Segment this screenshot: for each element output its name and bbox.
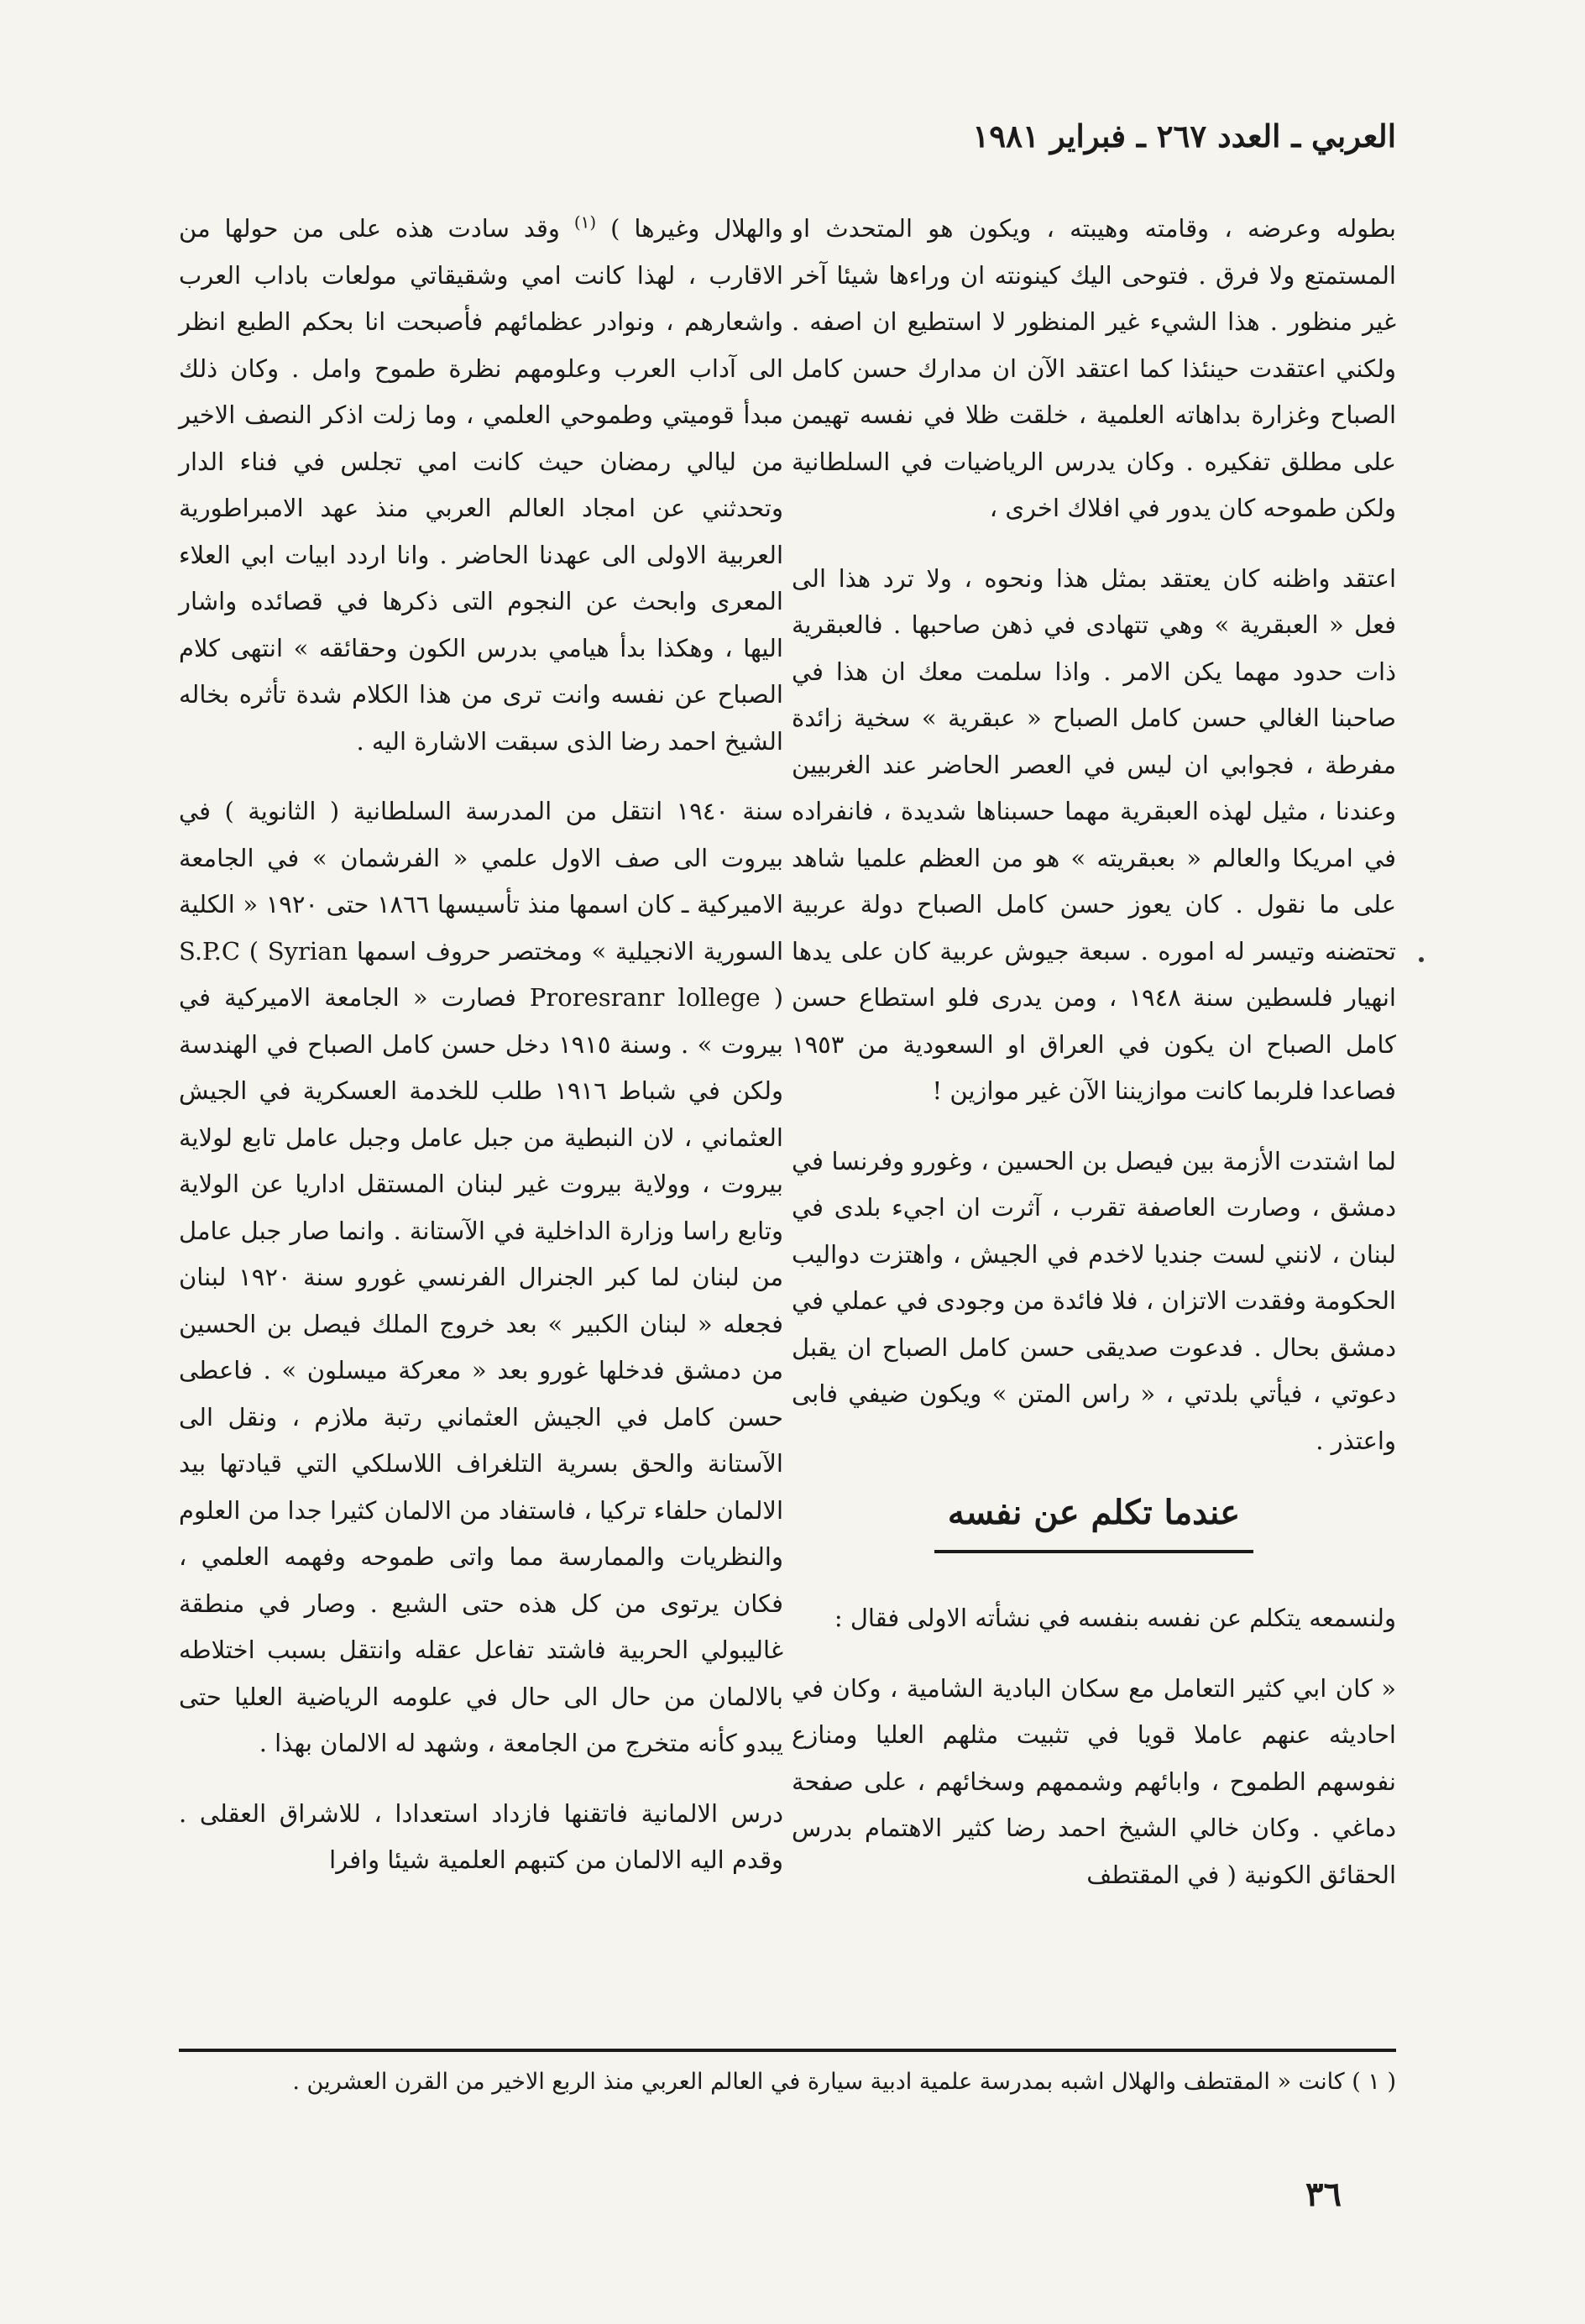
footnote-reference: (١) [573,212,597,233]
footnote: ( ١ ) كانت « المقتطف والهلال اشبه بمدرسة علمية ادبية سيارة في العالم العربي منذ الربع الاخير من القرن العشرين . [292,2069,1396,2095]
section-subheading: عندما تكلم عن نفسه [947,1493,1241,1532]
paragraph-lead: والهلال وغيرها ) [610,214,783,243]
column-left [179,206,783,1908]
paragraph: « كان ابي كثير التعامل مع سكان البادية الشامية ، وكان في احاديثه عنهم عاملا قويا في تثبيت مثلهم العليا ومنازع نفوسهم الطموح ، وابائهم وشممهم وسخائهم ، على صفحة دماغي . وكان خالي الشيخ احمد رضا كثير الاهتمام بدرس الحقائق الكونية ( في المقتطف [792,1673,1396,1889]
paragraph: ولنسمعه يتكلم عن نفسه بنفسه في نشأته الاولى فقال : [834,1604,1396,1632]
scan-speck [1419,957,1424,962]
paragraph-body: وقد سادت هذه على من حولها من الاقارب ، لهذا كانت امي وشقيقاتي مولعات باداب العرب واشعارهم ، ونوادر عظمائهم فأصبحت انا بحكم الطبع انظر الى آداب العرب وعلومهم نظرة طموح وامل . وكان ذلك مبدأ قوميتي وطموحي العلمي ، وما زلت اذكر النصف الاخير من ليالي رمضان حيث كانت امي تجلس في فناء الدار وتحدثني عن امجاد العالم العربي منذ عهد الامبراطورية العربية الاولى الى عهدنا الحاضر . وانا اردد ابيات ابي العلاء المعرى وابحث عن النجوم التى ذكرها في قصائده واشار اليها ، وهكذا بدأ هيامي بدرس الكون وحقائقه » انتهى كلام الصباح عن نفسه وانت ترى من هذا الكلام شدة تأثره بخاله الشيخ احمد رضا الذى سبقت الاشارة اليه . [179,214,783,756]
footnote-rule [179,2049,1396,2052]
paragraph: لما اشتدت الأزمة بين فيصل بن الحسين ، وغورو وفرنسا في دمشق ، وصارت العاصفة تقرب ، آثرت ان اجيء بلدى في لبنان ، لانني لست جنديا لاخدم في الجيش ، واهتزت دواليب الحكومة وفقدت الاتزان ، فلا فائدة من وجودى في عملي في دمشق بحال . فدعوت صديقى حسن كامل الصباح ان يقبل دعوتي ، فيأتي بلدتي ، « راس المتن » ويكون ضيفي فابى واعتذر . [792,1146,1396,1455]
paragraph [179,206,783,765]
subheading-rule [934,1550,1253,1553]
running-header: العربي ـ العدد ٢٦٧ ـ فبراير ١٩٨١ [972,118,1396,154]
paragraph: بطوله وعرضه ، وقامته وهيبته ، ويكون هو المتحدث او المستمتع ولا فرق . فتوحى اليك كينونته ان وراءها شيئا آخر غير منظور . هذا الشيء غير المنظور لا استطيع ان اصفه . ولكني اعتقدت حينئذا كما اعتقد الآن ان مدارك حسن كامل الصباح وغزارة بداهاته العلمية ، خلقت ظلا في نفسه تهيمن على مطلق تفكيره . وكان يدرس الرياضيات في السلطانية ولكن طموحه كان يدور في افلاك اخرى ، [792,214,1396,522]
paragraph: سنة ١٩٤٠ انتقل من المدرسة السلطانية ( الثانوية ) في بيروت الى صف الاول علمي « الفرشمان » في الجامعة الاميركية ـ كان اسمها منذ تأسيسها ١٨٦٦ حتى ١٩٢٠ « الكلية السورية الانجيلية » ومختصر حروف اسمها S.P.C ( Syrian Proresranr lollege ) فصارت « الجامعة الاميركية في بيروت » . وسنة ١٩١٥ دخل حسن كامل الصباح في الهندسة ولكن في شباط ١٩١٦ طلب للخدمة العسكرية في الجيش العثماني ، لان النبطية من جبل عامل وجبل عامل تابع لولاية بيروت ، وولاية بيروت غير لبنان المستقل اداريا عن الولاية وتابع راسا وزارة الداخلية في الآستانة . وانما صار جبل عامل من لبنان لما كبر الجنرال الفرنسي غورو سنة ١٩٢٠ لبنان فجعله « لبنان الكبير » بعد خروج الملك فيصل بن الحسين من دمشق فدخلها غورو بعد « معركة ميسلون » . فاعطى حسن كامل في الجيش العثماني رتبة ملازم ، ونقل الى الآستانة والحق بسرية التلغراف اللاسلكي التي قيادتها بيد الالمان حلفاء تركيا ، فاستفاد من الالمان كثيرا جدا من العلوم والنظريات والممارسة مما واتى طموحه وفهمه العلمي ، فكان يرتوى من كل هذه حتى الشبع . وصار في منطقة غاليبولي الحربية فاشتد تفاعل عقله وانتقل بسبب اختلاطه بالالمان من حال الى حال في علومه الرياضية العليا حتى يبدو كأنه متخرج من الجامعة ، وشهد له الالمان بهذا . [179,797,784,1757]
column-right [792,206,1396,1922]
page-number: ٣٦ [1305,2175,1342,2214]
paragraph: اعتقد واظنه كان يعتقد بمثل هذا ونحوه ، ولا ترد هذا الى فعل « العبقرية » وهي تتهادى في ذهن صاحبها . فالعبقرية ذات حدود مهما يكن الامر . واذا سلمت معك ان هذا في صاحبنا الغالي حسن كامل الصباح « عبقرية » سخية زائدة مفرطة ، فجوابي ان ليس في العصر الحاضر عند الغربيين وعندنا ، مثيل لهذه العبقرية مهما حسبناها شديدة ، فانفراده في امريكا والعالم « بعبقريته » هو من العظم علميا شاهد على ما نقول . كان يعوز حسن كامل الصباح دولة عربية تحتضنه وتيسر له اموره . سبعة جيوش عربية كان على يدها انهيار فلسطين سنة ١٩٤٨ ، ومن يدرى فلو استطاع حسن كامل الصباح ان يكون في العراق او السعودية من ١٩٥٣ فصاعدا فلربما كانت موازيننا الآن غير موازين ! [792,563,1397,1105]
paragraph: درس الالمانية فاتقنها فازداد استعدادا ، للاشراق العقلى . وقدم اليه الالمان من كتبهم العلمية شيئا وافرا [179,1798,783,1874]
